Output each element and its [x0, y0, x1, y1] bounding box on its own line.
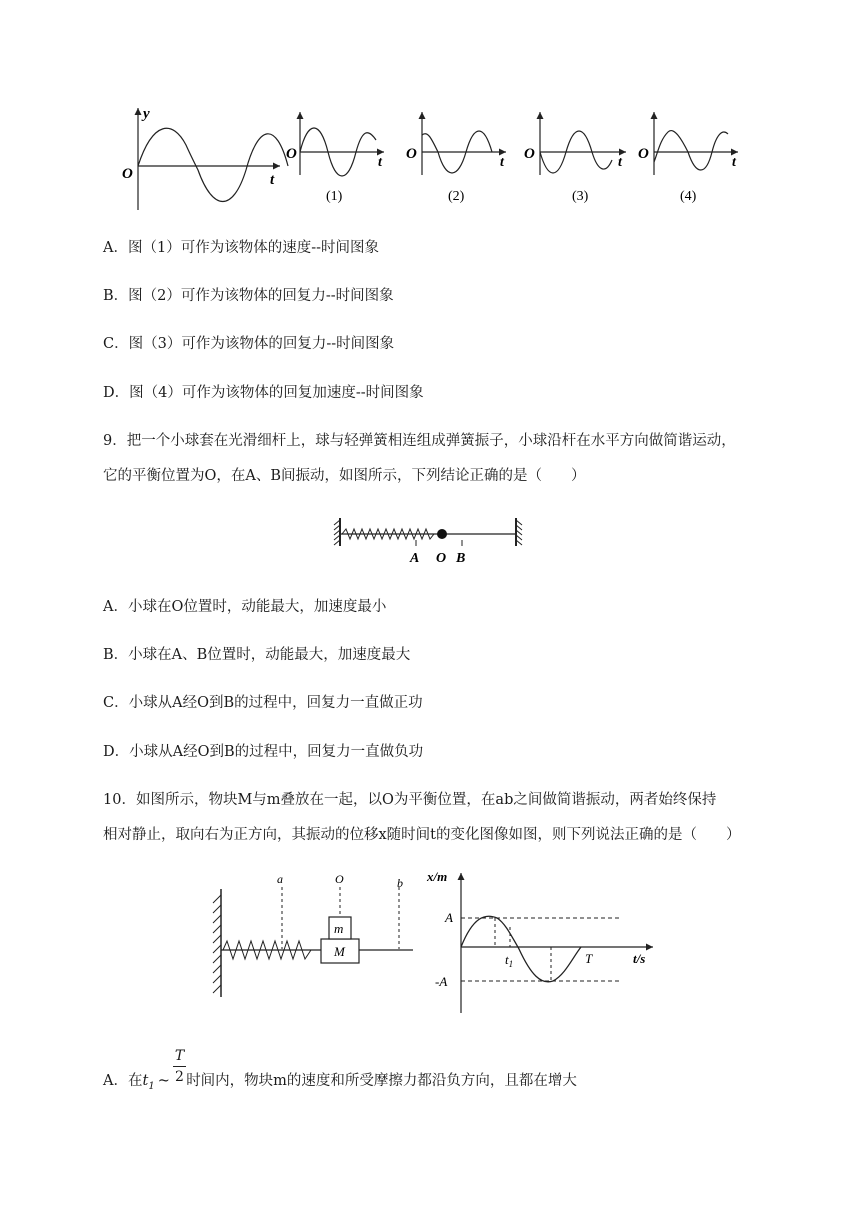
q8-option-b: B．图（2）可作为该物体的回复力--时间图象: [103, 288, 394, 304]
main-graph: [122, 106, 288, 210]
q9-option-d: D．小球从A经O到B的过程中，回复力一直做负功: [103, 744, 424, 760]
q8-option-a: A．图（1）可作为该物体的速度--时间图象: [103, 240, 379, 256]
caption-3: (3): [572, 189, 589, 204]
q8-figure: [118, 100, 748, 215]
q10-option-a: A．在$t_1$ ~ $\frac{T}{2}$ 时间内，物块m的速度和所受摩擦力都沿负方向，且都在增大: [103, 1048, 577, 1092]
label-b: B: [456, 551, 466, 566]
q8-option-d: D．图（4）可作为该物体的回复加速度--时间图象: [103, 385, 424, 401]
svg-text:O: O: [406, 146, 417, 162]
svg-text:-A: -A: [435, 974, 448, 989]
svg-text:t/s: t/s: [633, 951, 646, 966]
small-graph-3: [524, 112, 626, 204]
q9-stem-line1: 9．把一个小球套在光滑细杆上，球与轻弹簧相连组成弹簧振子，小球沿杆在水平方向做简谐运动，: [103, 433, 736, 449]
small-graph-1: [286, 112, 384, 204]
q9-option-c: C．小球从A经O到B的过程中，回复力一直做正功: [103, 695, 423, 711]
svg-text:m: m: [334, 921, 344, 936]
main-t-label: t: [270, 172, 275, 188]
svg-text:A: A: [445, 910, 453, 925]
svg-text:t: t: [378, 155, 382, 170]
q10-stem-line1: 10．如图所示，物块M与m叠放在一起，以O为平衡位置，在ab之间做简谐振动，两者始终保持: [103, 792, 717, 808]
svg-text:a: a: [277, 872, 283, 886]
svg-text:O: O: [335, 872, 344, 886]
q9-option-a: A．小球在O位置时，动能最大，加速度最小: [103, 599, 387, 615]
q10-stem-line2: 相对静止，取向右为正方向，其振动的位移x随时间t的变化图像如图，则下列说法正确的是（ ）: [103, 827, 741, 843]
q10-figure: [205, 865, 665, 1020]
small-graph-2: [406, 112, 506, 204]
q9-figure: [330, 512, 530, 568]
small-graph-4: [638, 112, 738, 204]
label-o: O: [436, 551, 447, 566]
caption-2: (2): [448, 189, 465, 204]
svg-text:O: O: [638, 146, 649, 162]
ball: [437, 529, 447, 539]
svg-text:M: M: [334, 944, 345, 959]
q9-stem-line2: 它的平衡位置为O，在A、B间振动，如图所示，下列结论正确的是（ ）: [103, 468, 586, 484]
svg-text:t: t: [732, 155, 736, 170]
svg-text:O: O: [524, 146, 535, 162]
main-o-label: O: [122, 166, 133, 182]
xm-label: x/m: [427, 869, 448, 884]
label-a: A: [410, 551, 420, 566]
svg-text:T: T: [585, 951, 593, 966]
svg-text:t1: $t_1$: [505, 952, 514, 969]
svg-text:b: b: [397, 876, 403, 890]
svg-text:t: t: [500, 155, 504, 170]
caption-1: (1): [326, 189, 343, 204]
caption-4: (4): [680, 189, 697, 204]
main-y-label: y: [143, 106, 150, 122]
svg-text:t: t: [618, 155, 622, 170]
q8-option-c: C．图（3）可作为该物体的回复力--时间图象: [103, 336, 395, 352]
svg-text:O: O: [286, 146, 297, 162]
q9-option-b: B．小球在A、B位置时，动能最大，加速度最大: [103, 647, 411, 663]
